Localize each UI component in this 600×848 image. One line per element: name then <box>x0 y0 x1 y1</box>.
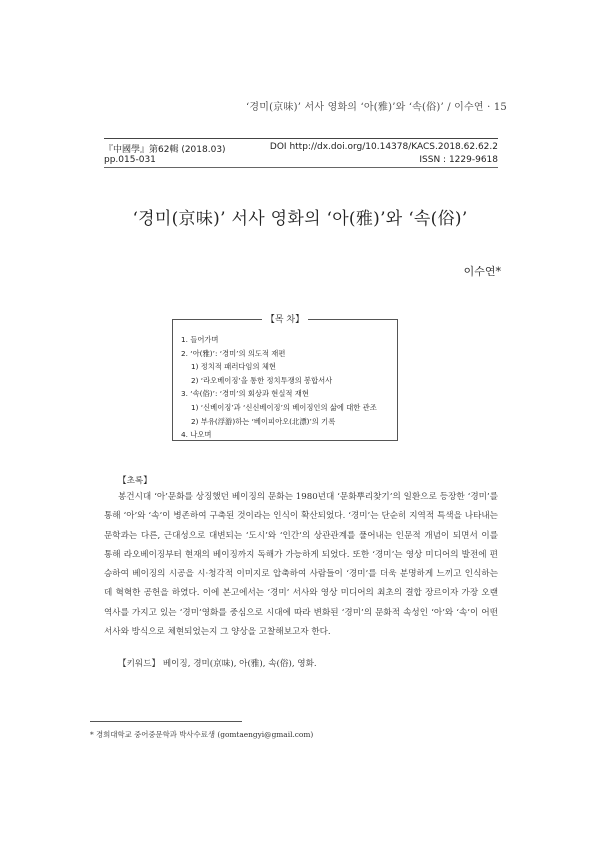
header-rule-top <box>104 138 498 139</box>
header-rule-bottom <box>104 167 498 168</box>
toc-item: 3. ‘속(俗)’: ‘경미’의 회상과 현실적 재현 <box>181 389 309 399</box>
journal-name: 『中國學』第62輯 (2018.03) <box>104 145 226 155</box>
toc-item: 2) ‘라오베이징’을 통한 정치투쟁의 봉합서사 <box>191 375 333 385</box>
keywords: 【키워드】 베이징, 경미(京味), 아(雅), 속(俗), 영화. <box>118 659 317 669</box>
toc-heading: 【목 차】 <box>262 315 308 325</box>
toc-item: 1) 정치적 패러다임의 체현 <box>191 362 276 372</box>
author: 이수연* <box>463 265 501 278</box>
issn: ISSN : 1229-9618 <box>419 155 498 165</box>
abstract-text: 봉건시대 ‘아’문화를 상징했던 베이징의 문화는 1980년대 ‘문화뿌리찾기’의 일환으로 등장한 ‘경미’를 통해 ‘아’와 ‘속’이 병존하여 구축된 것이라는 인식이 확산되었다. ‘경미’는 단순히 지역적 특색을 나타내는 문학과는 다른, 근대성으로 대변되는 ‘도시’와 ‘인간’의 상관관계를 풀어내는 인문적 개념이 되면서 이를 통해 라오베이징부터 현재의 베이징까지 독해가 가능하게 되었다. 또한 ‘경미’는 영상 미디어의 발전에 편승하여 베이징의 시공을 시·청각적 이미지로 압축하여 사람들이 ‘경미’를 더욱 분명하게 느끼고 인식하는데 혁혁한 공헌을 하였다. 이에 본고에서는 ‘경미’ 서사와 영상 미디어의 최초의 결합 장르이자 가장 오랜 역사를 가지고 있는 ‘경미’영화를 중심으로 시대에 따라 변화된 ‘경미’의 문화적 속성인 ‘아’와 ‘속’이 어떤 서사와 방식으로 체현되었는지 그 양상을 고찰해보고자 한다. <box>104 492 498 638</box>
footnote-rule <box>90 721 242 722</box>
paper-title: ‘경미(京味)’ 서사 영화의 ‘아(雅)’와 ‘속(俗)’ <box>132 209 468 229</box>
toc-item: 2. ‘아(雅)’: ‘경미’의 의도적 재편 <box>181 348 286 358</box>
doi: DOI http://dx.doi.org/10.14378/KACS.2018.62.62.2 <box>269 142 498 152</box>
toc-item: 1) ‘신베이징’과 ‘신신베이징’의 베이징인의 삶에 대한 관조 <box>191 402 377 412</box>
abstract-label: 【초록】 <box>118 476 152 486</box>
toc-list <box>181 333 401 442</box>
toc-item: 4. 나오며 <box>181 430 212 440</box>
journal-pages: pp.015-031 <box>104 155 156 165</box>
toc-item: 1. 들어가며 <box>181 335 219 344</box>
table-of-contents <box>172 315 398 441</box>
toc-item: 2) 부유(浮游)하는 ‘베이피아오(北漂)’의 기록 <box>191 416 336 426</box>
footnote: * 경희대학교 중어중문학과 박사수료생 (gomtaengyi@gmail.com) <box>90 730 314 739</box>
running-header: ‘경미(京味)’ 서사 영화의 ‘아(雅)’와 ‘속(俗)’ / 이수연 · 15 <box>246 102 507 113</box>
